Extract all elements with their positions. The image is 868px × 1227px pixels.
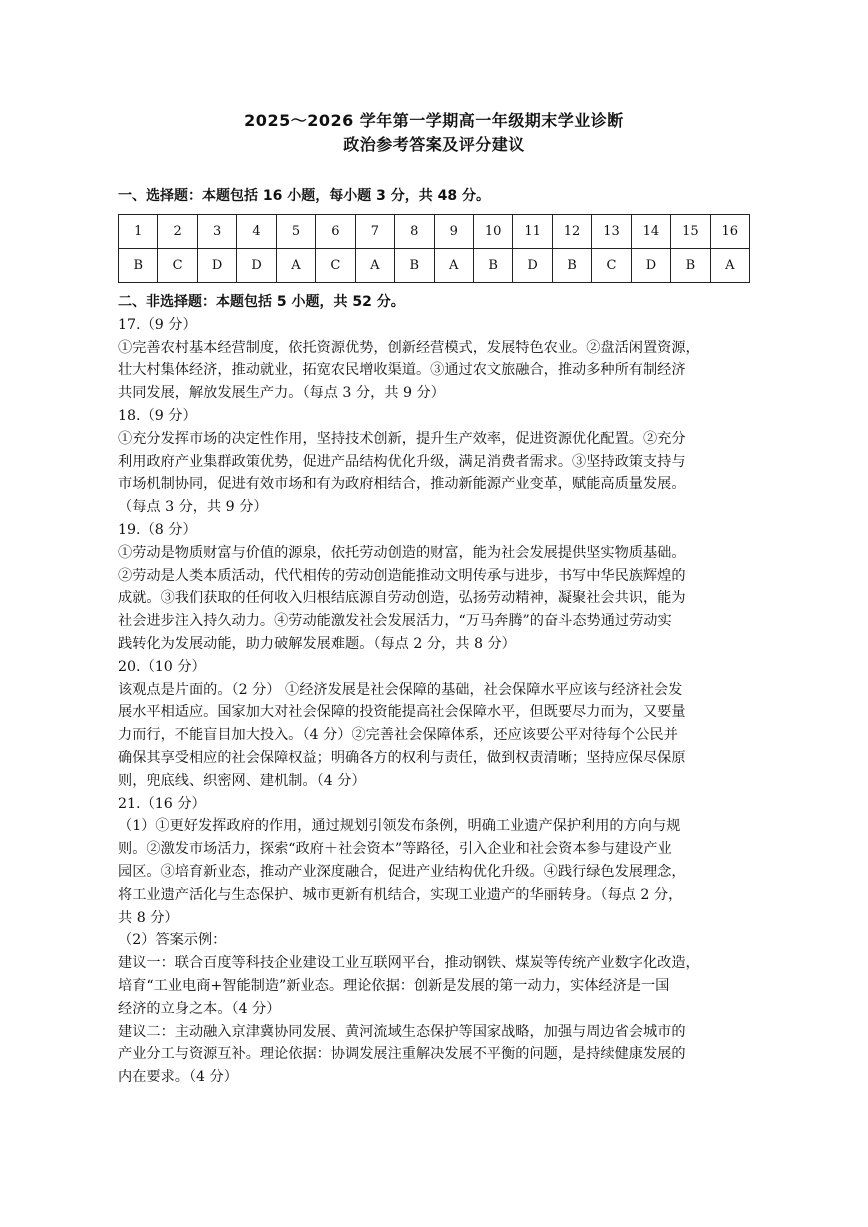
answer-line: 经济的立身之本。（4 分） [118,1000,281,1017]
answer-letter-cell: D [197,249,236,283]
question-number-cell: 15 [671,215,710,249]
document-title: 2025～2026 学年第一学期高一年级期末学业诊断 [244,111,624,130]
section-heading-multiple-choice: 一、选择题：本题包括 16 小题，每小题 3 分，共 48 分。 [118,188,490,204]
answer-letter-cell: B [671,249,710,283]
answer-letter-cell: C [158,249,197,283]
question-number-cell: 11 [513,215,552,249]
question-number-cell: 5 [276,215,315,249]
answer-line: 力而行，不能盲目加大投入。（4 分）②完善社会保障体系，还应该要公平对待每个公民并 [118,727,678,744]
question-number-cell: 16 [710,215,749,249]
answer-letter-cell: D [631,249,670,283]
answer-line: 确保其享受相应的社会保障权益；明确各方的权利与责任，做到权责清晰；坚持应保尽保原 [118,749,686,766]
answer-line: 利用政府产业集群政策优势，促进产品结构优化升级，满足消费者需求。③坚持政策支持与 [118,453,686,470]
question-number-cell: 7 [355,215,394,249]
answer-line: 共同发展，解放发展生产力。（每点 3 分，共 9 分） [118,385,445,402]
answer-letter-cell: A [710,249,749,283]
question-number-cell: 12 [552,215,591,249]
answer-letter-cell: A [434,249,473,283]
answer-line: 建议一：联合百度等科技企业建设工业互联网平台，推动钢铁、煤炭等传统产业数字化改造， [118,955,700,972]
question-17-heading: 17.（9 分） [118,316,197,333]
question-number-row [119,215,750,249]
answer-line: 展水平相适应。国家加大对社会保障的投资能提高社会保障水平，但既要尽力而为，又要量 [118,704,686,721]
answer-line: 社会进步注入持久动力。④劳动能激发社会发展活力，“万马奔腾”的奋斗态势通过劳动实 [118,613,672,630]
answer-letter-cell: B [119,249,158,283]
answer-line: ①充分发挥市场的决定性作用，坚持技术创新，提升生产效率，促进资源优化配置。②充分 [118,430,686,447]
answer-line: ①劳动是物质财富与价值的源泉，依托劳动创造的财富，能为社会发展提供坚实物质基础。 [118,544,686,561]
section-heading-free-response: 二、非选择题：本题包括 5 小题，共 52 分。 [118,294,405,310]
answer-key-table [118,214,750,283]
answer-line: 园区。③培育新业态，推动产业深度融合，促进产业结构优化升级。④践行绿色发展理念， [118,863,686,880]
question-21-heading: 21.（16 分） [118,795,206,812]
answer-letter-cell: C [592,249,631,283]
question-19-heading: 19.（8 分） [118,521,197,538]
question-number-cell: 6 [316,215,355,249]
answer-line: 产业分工与资源互补。理论依据：协调发展注重解决发展不平衡的问题，是持续健康发展的 [118,1046,686,1063]
answer-letter-cell: B [552,249,591,283]
answer-line: （2）答案示例： [118,932,227,949]
answer-letter-cell: B [395,249,434,283]
answer-letter-cell: B [473,249,512,283]
question-number-cell: 14 [631,215,670,249]
answer-line: 则，兜底线、织密网、建机制。（4 分） [118,772,366,789]
question-number-cell: 9 [434,215,473,249]
answer-line: （每点 3 分，共 9 分） [118,499,268,516]
question-number-cell: 10 [473,215,512,249]
answer-line: 将工业遗产活化与生态保护、城市更新有机结合，实现工业遗产的华丽转身。（每点 2 分， [118,886,683,903]
question-number-cell: 2 [158,215,197,249]
free-response-section [118,291,750,1089]
answer-line: 则。②激发市场活力，探索“政府＋社会资本”等路径，引入企业和社会资本参与建设产业 [118,841,672,858]
answer-line: 培育“工业电商+智能制造”新业态。理论依据：创新是发展的第一动力，实体经济是一国 [118,977,670,994]
question-number-cell: 13 [592,215,631,249]
answer-line: 建议二：主动融入京津冀协同发展、黄河流域生态保护等国家战略，加强与周边省会城市的 [118,1023,686,1040]
answer-line: 践转化为发展动能，助力破解发展难题。（每点 2 分，共 8 分） [118,635,516,652]
answer-letter-cell: C [316,249,355,283]
answer-line: 壮大村集体经济，推动就业，拓宽农民增收渠道。③通过农文旅融合，推动多种所有制经济 [118,362,686,379]
answer-line: ②劳动是人类本质活动，代代相传的劳动创造能推动文明传承与进步，书写中华民族辉煌的 [118,567,686,584]
answer-line: 成就。③我们获取的任何收入归根结底源自劳动创造，弘扬劳动精神，凝聚社会共识，能为 [118,590,686,607]
question-number-cell: 4 [237,215,276,249]
answer-letter-cell: A [355,249,394,283]
answer-line: 该观点是片面的。（2 分） ①经济发展是社会保障的基础，社会保障水平应该与经济社会发 [118,681,683,698]
answer-line: 市场机制协同，促进有效市场和有为政府相结合，推动新能源产业变革，赋能高质量发展。 [118,476,686,493]
answer-row [119,249,750,283]
question-18-heading: 18.（9 分） [118,407,197,424]
answer-line: （1）①更好发挥政府的作用，通过规划引领发布条例，明确工业遗产保护利用的方向与规 [118,818,681,835]
answer-line: 共 8 分） [118,909,179,926]
question-number-cell: 8 [395,215,434,249]
question-number-cell: 3 [197,215,236,249]
answer-line: 内在要求。（4 分） [118,1069,238,1086]
answer-line: ①完善农村基本经营制度，依托资源优势，创新经营模式，发展特色农业。②盘活闲置资源， [118,339,700,356]
answer-letter-cell: D [237,249,276,283]
answer-letter-cell: D [513,249,552,283]
question-20-heading: 20.（10 分） [118,658,206,675]
question-number-cell: 1 [119,215,158,249]
answer-letter-cell: A [276,249,315,283]
document-subtitle: 政治参考答案及评分建议 [343,135,525,154]
